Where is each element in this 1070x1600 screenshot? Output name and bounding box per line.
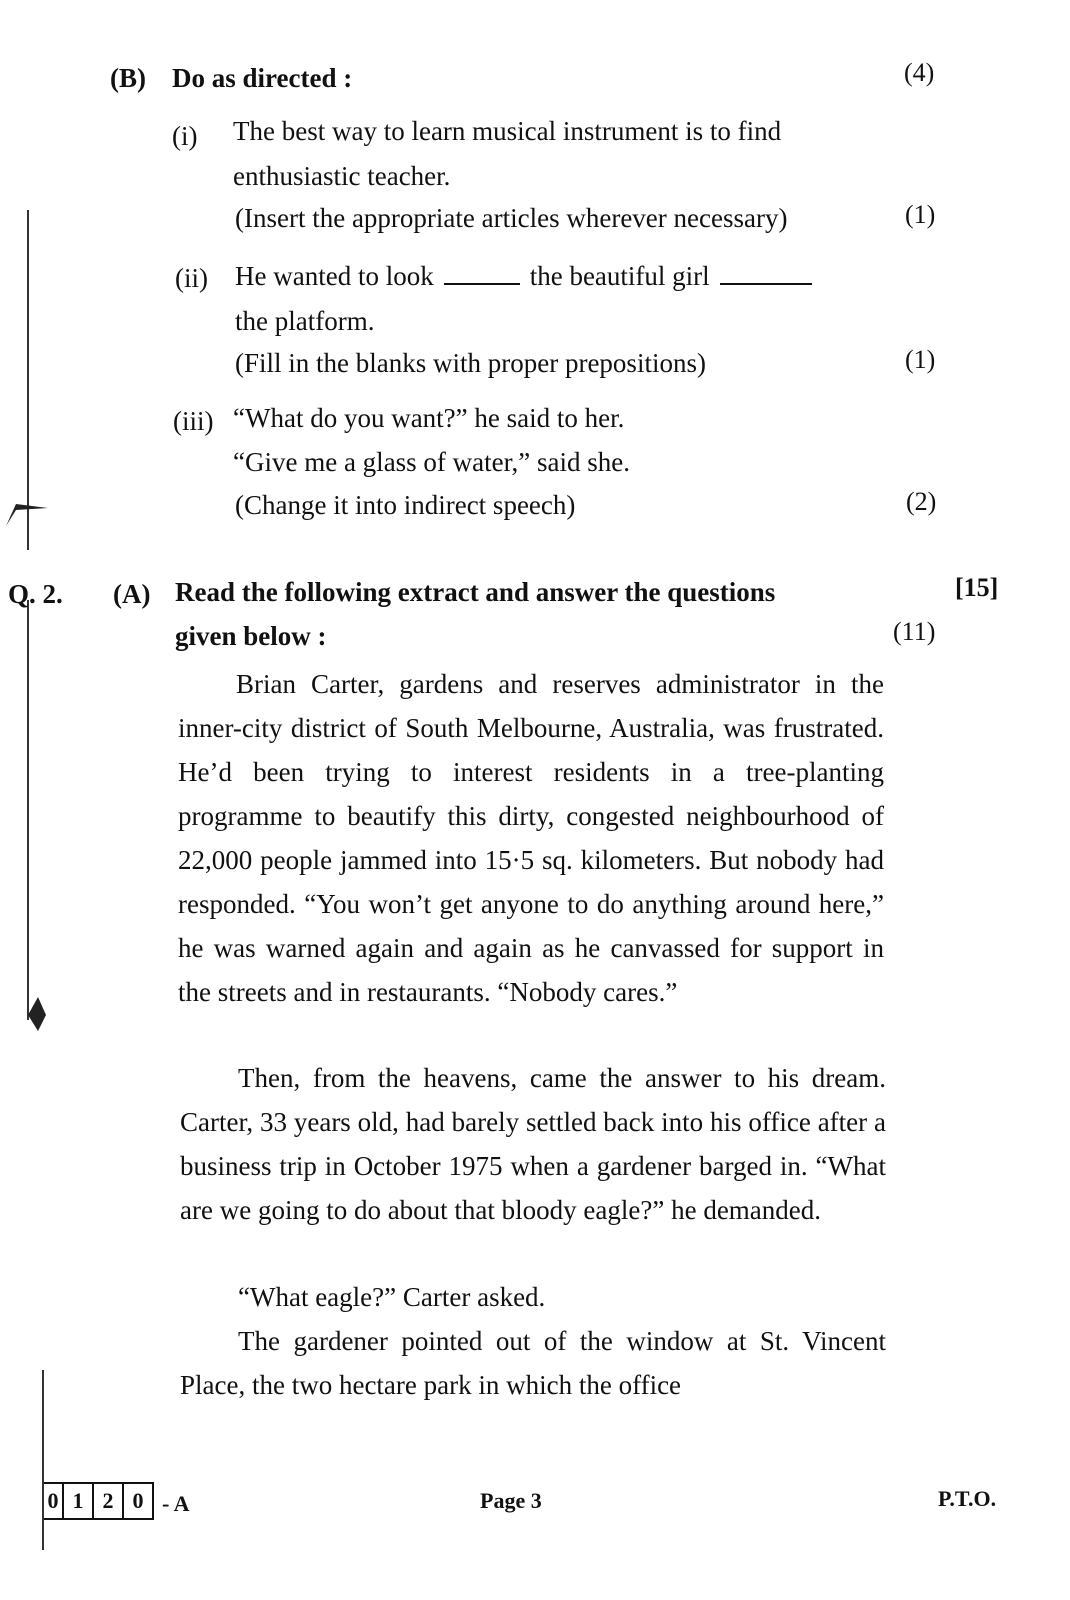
pto-label: P.T.O. [938,1486,997,1511]
item-instruction: (Change it into indirect speech) [235,490,576,520]
margin-arrow-mark [26,995,50,1035]
item-text-line: “What do you want?” he said to her. [233,403,625,433]
item-text-line: enthusiastic teacher. [233,161,451,191]
code-digit: 0 [44,1482,64,1520]
extract-paragraph: Then, from the heavens, came the answer to his dream. Carter, 33 years old, had barely settled back into his office after a business trip in October 1975 when a gardener barged in. “What are we going to do about that bloody eagle?” he demanded. [180,1063,886,1225]
item-marks: (2) [906,487,937,516]
extract-paragraph: “What eagle?” Carter asked. [238,1282,546,1312]
question-heading: given below : [175,621,327,651]
margin-line-bottom [42,1370,44,1550]
item-number: (i) [172,121,198,151]
paper-code [44,1482,190,1520]
fill-blank [720,263,812,285]
code-digit: 1 [62,1482,94,1520]
question-marks: (11) [893,617,936,646]
item-text-line: the platform. [235,306,375,336]
item-number: (iii) [173,406,214,436]
extract-paragraph: Brian Carter, gardens and reserves administrator in the inner-city district of South Melbourne, Australia, was frustrated. He’d been trying to interest residents in a tree-planting programme to beautify this dirty, congested neighbourhood of 22,000 people jammed into 15·5 sq. kilometers. But nobody had responded. “You won’t get anyone to do anything around here,” he was warned again and again as he canvassed for support in the streets and in restaurants. “Nobody cares.” [178,669,884,1007]
section-b-label: (B) [110,63,146,93]
section-b-marks: (4) [904,58,935,87]
total-marks: [15] [955,573,999,602]
item-instruction: (Insert the appropriate articles wherever necessary) [235,203,788,233]
item-text-line: “Give me a glass of water,” said she. [233,447,631,477]
item-text-part: He wanted to look [235,261,434,291]
extract-paragraph: The gardener pointed out of the window at St. Vincent Place, the two hectare park in which the office [180,1326,886,1400]
section-b-heading: Do as directed : [172,63,353,93]
item-number: (ii) [175,263,208,293]
fill-blank [444,263,520,285]
item-text-line [235,255,812,298]
code-digit: 0 [122,1482,154,1520]
code-suffix: - A [162,1491,190,1517]
question-heading: Read the following extract and answer the questions [175,577,776,607]
item-text-part: the beautiful girl [529,261,710,291]
question-part-label: (A) [113,579,151,609]
item-text-line: The best way to learn musical instrument is to find [233,116,782,146]
item-marks: (1) [905,345,936,374]
item-instruction: (Fill in the blanks with proper prepositions) [235,348,706,378]
item-marks: (1) [905,200,936,229]
page-number: Page 3 [480,1488,542,1513]
question-number: Q. 2. [8,579,63,609]
margin-arrow-mark [2,490,52,530]
code-digit: 2 [92,1482,124,1520]
margin-line-middle [27,600,29,1020]
